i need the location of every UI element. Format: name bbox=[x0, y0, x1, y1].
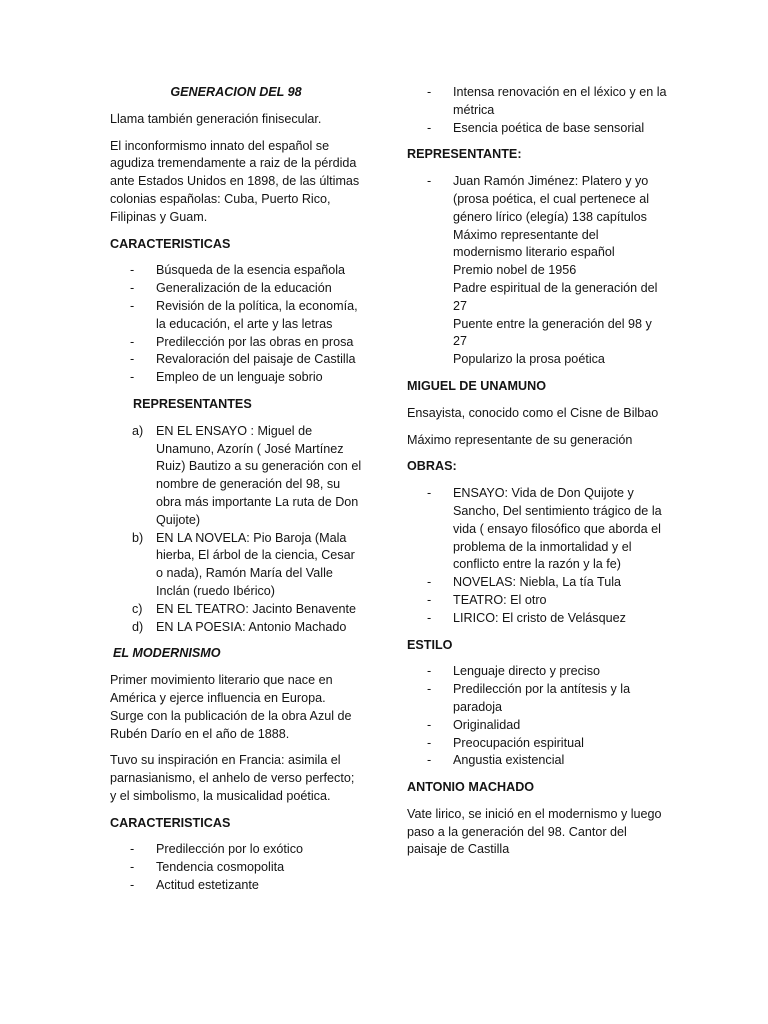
list-estilo bbox=[407, 663, 667, 770]
list-item: - Predilección por la antítesis y la paradoja bbox=[427, 682, 631, 714]
paragraph-inspiracion-francia: Tuvo su inspiración en Francia: asimila el parnasianismo, el anhelo de verso perfecto; y el simbolismo, la musicalidad poética. bbox=[110, 753, 355, 803]
list-item: - Esencia poética de base sensorial bbox=[427, 120, 645, 135]
list-item: - Juan Ramón Jiménez: Platero y yo (prosa poética, el cual pertenece al género lírico (elegía) 138 capítulos Máximo representante del modernismo literario español Premio nobel de 1956 Padre espiritual de la generación del 27 Puente entre la generación del 98 y 27 Popularizo la prosa poética bbox=[427, 174, 658, 367]
list-caracteristicas-98 bbox=[110, 262, 362, 387]
paragraph-vate-lirico: Vate lirico, se inició en el modernismo y luego paso a la generación del 98. Cantor del paisaje de Castilla bbox=[407, 806, 662, 857]
list-modernismo-continued bbox=[407, 84, 667, 137]
list-representantes bbox=[110, 423, 362, 637]
list-item: - Originalidad bbox=[427, 717, 521, 732]
list-item: a) EN EL ENSAYO : Miguel de Unamuno, Azorín ( José Martínez Ruiz) Bautizo a su generación con el nombre de generación del 98, su obra más importante La ruta de Don Quijote) bbox=[132, 423, 362, 527]
list-representante-jrj bbox=[407, 173, 667, 369]
heading-obras: OBRAS: bbox=[407, 459, 457, 474]
list-item: - Revaloración del paisaje de Castilla bbox=[130, 352, 356, 367]
list-item: - Intensa renovación en el léxico y en la métrica bbox=[427, 85, 667, 117]
list-item: - Tendencia cosmopolita bbox=[130, 860, 285, 875]
list-item: - Generalización de la educación bbox=[130, 281, 332, 296]
section-title-modernismo: EL MODERNISMO bbox=[113, 646, 221, 661]
paragraph-finisecular: Llama también generación finisecular. bbox=[110, 111, 322, 126]
list-caracteristicas-modernismo bbox=[110, 841, 362, 894]
list-item: - Actitud estetizante bbox=[130, 878, 259, 893]
left-column bbox=[110, 84, 362, 904]
list-item: - Empleo de un lenguaje sobrio bbox=[130, 370, 323, 385]
list-item: - ENSAYO: Vida de Don Quijote y Sancho, Del sentimiento trágico de la vida ( ensayo filosófico que aborda el problema de la inmortalidad y el conflicto entre la razón y la fe) bbox=[427, 486, 662, 572]
list-item: - Predilección por lo exótico bbox=[130, 842, 304, 857]
heading-representante: REPRESENTANTE: bbox=[407, 147, 522, 162]
list-item: - Preocupación espiritual bbox=[427, 735, 584, 750]
list-item: - NOVELAS: Niebla, La tía Tula bbox=[427, 575, 622, 590]
list-item: - Lenguaje directo y preciso bbox=[427, 664, 601, 679]
heading-representantes: REPRESENTANTES bbox=[133, 396, 252, 411]
list-item: c) EN EL TEATRO: Jacinto Benavente bbox=[132, 601, 356, 616]
paragraph-inconformismo: El inconformismo innato del español se agudiza tremendamente a raiz de la pérdida ante Estados Unidos en 1898, de las últimas colonias españolas: Cuba, Puerto Rico, Filipinas y Guam. bbox=[110, 138, 360, 224]
heading-caracteristicas-98: CARACTERISTICAS bbox=[110, 236, 231, 251]
list-item: - Búsqueda de la esencia española bbox=[130, 263, 346, 278]
heading-miguel-de-unamuno: MIGUEL DE UNAMUNO bbox=[407, 378, 546, 393]
paragraph-ensayista: Ensayista, conocido como el Cisne de Bilbao bbox=[407, 405, 659, 420]
paragraph-primer-movimiento: Primer movimiento literario que nace en América y ejerce influencia en Europa. Surge con la publicación de la obra Azul de Rubén Darío en el año de 1888. bbox=[110, 673, 352, 741]
list-item: - LIRICO: El cristo de Velásquez bbox=[427, 610, 626, 625]
list-item: - Angustia existencial bbox=[427, 753, 565, 768]
heading-antonio-machado: ANTONIO MACHADO bbox=[407, 780, 535, 795]
paragraph-maximo-representante: Máximo representante de su generación bbox=[407, 432, 633, 447]
list-item: d) EN LA POESIA: Antonio Machado bbox=[132, 619, 347, 634]
list-item: - TEATRO: El otro bbox=[427, 592, 547, 607]
heading-caracteristicas-modernismo: CARACTERISTICAS bbox=[110, 815, 231, 830]
right-column bbox=[407, 84, 667, 868]
list-item: b) EN LA NOVELA: Pio Baroja (Mala hierba, El árbol de la ciencia, Cesar o nada), Ramón María del Valle Inclán (ruedo Ibérico) bbox=[132, 530, 355, 598]
list-item: - Revisión de la política, la economía, la educación, el arte y las letras bbox=[130, 298, 358, 331]
list-item: - Predilección por las obras en prosa bbox=[130, 334, 354, 349]
list-obras bbox=[407, 485, 667, 627]
heading-estilo: ESTILO bbox=[407, 637, 453, 652]
section-title-generacion-98: GENERACION DEL 98 bbox=[170, 85, 302, 99]
